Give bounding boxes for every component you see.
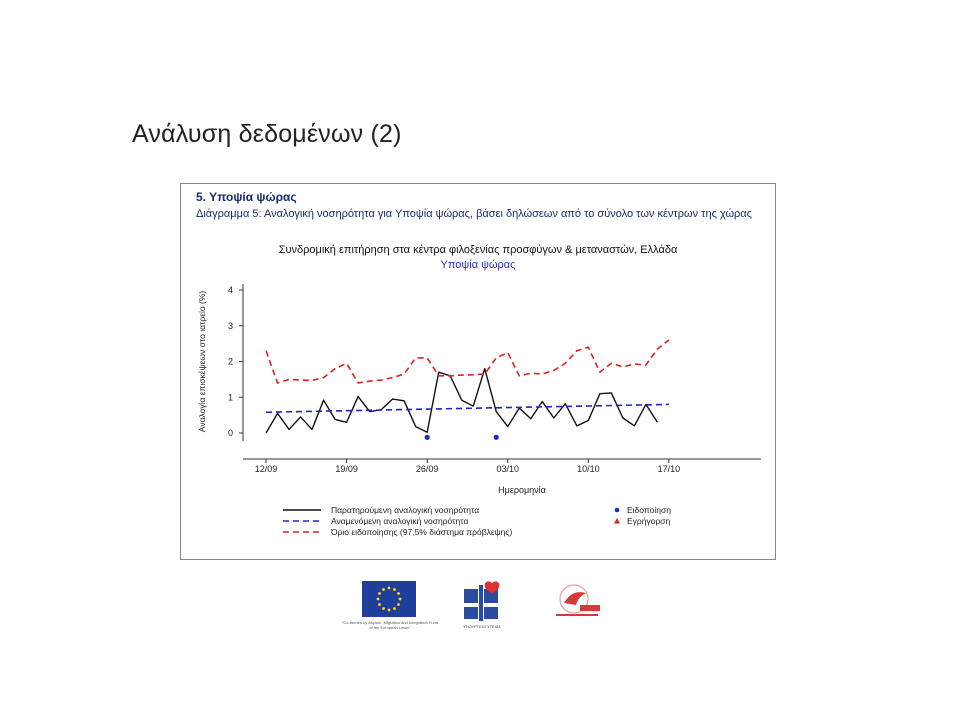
eu-star	[388, 609, 391, 612]
y-tick-label: 2	[227, 356, 233, 367]
ministry-of-health-logo	[462, 581, 502, 621]
eu-star	[393, 588, 396, 591]
eu-star	[378, 603, 381, 606]
chart-title: Συνδρομική επιτήρηση στα κέντρα φιλοξενίας προσφύγων & μεταναστών, Ελλάδα	[278, 244, 678, 256]
x-tick-label: 03/10	[496, 464, 520, 474]
series-line-3	[266, 340, 669, 383]
y-tick-label: 0	[227, 428, 233, 438]
y-axis-label: Αναλογία επισκέψεων στο ιατρείο (%)	[197, 290, 207, 433]
eu-star	[377, 598, 380, 601]
x-tick-label: 10/10	[577, 464, 600, 474]
eu-star	[397, 592, 400, 595]
figure-caption: Διάγραμμα 5: Αναλογική νοσηρότητα για Υποψία ψώρας, βάσει δηλώσεων από το σύνολο των κέντρων της χώρας	[196, 208, 752, 220]
eu-funding-text: "Co-funded by Asylum, Migration and Integration Fund of the European Union"	[341, 620, 439, 630]
y-tick-label: 1	[227, 392, 233, 403]
legend-label: Όριο ειδοποίησης (97,5% διάστημα πρόβλεψης)	[331, 527, 513, 537]
legend-label: Παρατηρούμενη αναλογική νοσηρότητα	[331, 505, 480, 515]
eu-star	[399, 598, 402, 601]
legend-alert-triangle	[614, 518, 620, 524]
x-tick-label: 12/09	[254, 464, 278, 474]
series-line-1	[266, 369, 657, 433]
section-title: 5. Υποψία ψώρας	[196, 190, 297, 204]
legend-label: Ειδοποίηση	[627, 505, 671, 515]
x-axis-label: Ημερομηνία	[498, 485, 546, 495]
x-tick-label: 26/09	[415, 464, 439, 474]
eu-star	[378, 592, 381, 595]
logo-strip	[340, 578, 630, 638]
health-organization-logo	[550, 581, 602, 621]
x-tick-label: 17/10	[657, 464, 681, 474]
legend-notification-dot	[615, 508, 620, 513]
slide-title: Ανάλυση δεδομένων (2)	[132, 120, 402, 148]
notification-point	[425, 435, 430, 440]
ministry-text: ΥΠΟΥΡΓΕΙΟ ΥΓΕΙΑΣ	[463, 624, 501, 629]
y-tick-label: 4	[227, 285, 233, 295]
eu-star	[382, 607, 385, 610]
y-tick-label: 3	[227, 320, 233, 331]
line-chart	[181, 184, 775, 559]
eu-star	[388, 587, 391, 590]
eu-star	[397, 603, 400, 606]
eu-star	[382, 588, 385, 591]
figure-panel	[180, 183, 776, 560]
x-tick-label: 19/09	[335, 464, 358, 474]
notification-point	[494, 435, 499, 440]
eu-star	[393, 607, 396, 610]
eu-flag-logo	[362, 581, 416, 617]
legend-label: Εγρήγορση	[627, 516, 671, 526]
eu-stars-icon	[362, 581, 416, 617]
chart-subtitle: Υποψία ψώρας	[440, 259, 516, 271]
legend-label: Αναμενόμενη αναλογική νοσηρότητα	[331, 516, 469, 526]
